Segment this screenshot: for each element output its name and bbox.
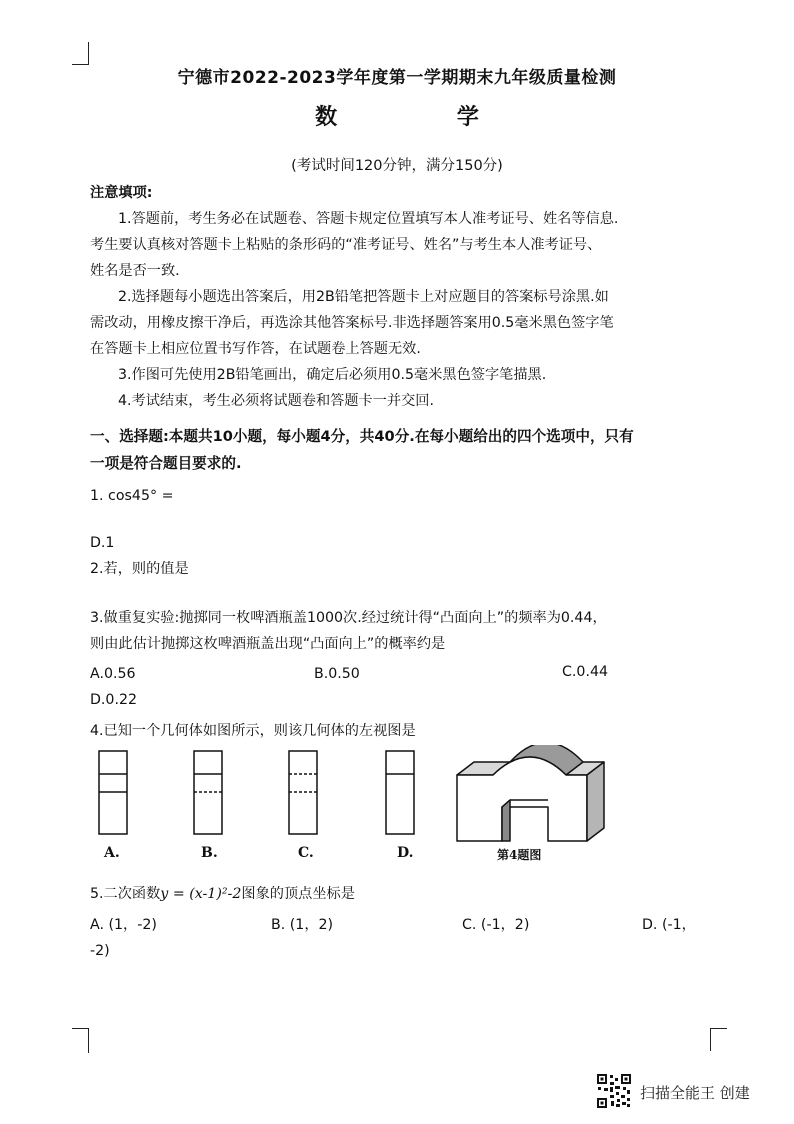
notice-line: 考生要认真核对答题卡上粘贴的条形码的“准考证号、姓名”与考生本人准考证号、 xyxy=(90,237,602,253)
question-5-option-a: A. (1，-2) xyxy=(90,917,157,933)
question-3-line: 则由此估计抛掷这枚啤酒瓶盖出现“凸面向上”的概率约是 xyxy=(90,636,446,652)
question-3-option-a: A.0.56 xyxy=(90,666,136,682)
question-5-option-d-wrap: -2) xyxy=(90,943,110,959)
question-4-label-b: B. xyxy=(201,845,218,861)
question-3-option-b: B.0.50 xyxy=(314,666,360,682)
corner-mark-bottom-left xyxy=(72,1028,89,1053)
notice-line: 在答题卡上相应位置书写作答，在试题卷上答题无效. xyxy=(90,341,421,357)
question-5-stem-prefix: 5.二次函数 xyxy=(90,886,161,902)
option-d-figure xyxy=(386,751,414,834)
notice-line: 需改动，用橡皮擦干净后，再选涂其他答案标号.非选择题答案用0.5毫米黑色签字笔 xyxy=(90,315,614,331)
question-5-stem xyxy=(90,881,355,907)
notice-line: 姓名是否一致. xyxy=(90,263,180,279)
exam-info: (考试时间120分钟，满分150分) xyxy=(291,158,503,174)
subject-title: 数 学 xyxy=(315,105,515,130)
question-4-label-c: C. xyxy=(298,845,314,861)
question-5-formula: y = (x-1)²-2 xyxy=(160,886,242,902)
notice-line: 2.选择题每小题选出答案后，用2B铅笔把答题卡上对应题目的答案标号涂黑.如 xyxy=(118,289,609,305)
exam-title: 宁德市2022-2023学年度第一学期期末九年级质量检测 xyxy=(177,68,617,88)
qr-code-icon xyxy=(596,1073,632,1109)
question-1-option-d: D.1 xyxy=(90,535,115,551)
section-heading-line: 一项是符合题目要求的. xyxy=(90,455,242,472)
notice-line: 1.答题前，考生务必在试题卷、答题卡规定位置填写本人准考证号、姓名等信息. xyxy=(118,211,619,227)
question-4-label-a: A. xyxy=(104,845,120,861)
question-3-line: 3.做重复实验:抛掷同一枚啤酒瓶盖1000次.经过统计得“凸面向上”的频率为0.44， xyxy=(90,610,607,626)
notice-line: 3.作图可先使用2B铅笔画出，确定后必须用0.5毫米黑色签字笔描黑. xyxy=(118,367,547,383)
scanner-watermark-text: 扫描全能王 创建 xyxy=(640,1084,750,1102)
option-c-figure xyxy=(289,751,317,834)
question-5-option-d: D. (-1， xyxy=(642,917,696,933)
corner-mark-bottom-right xyxy=(710,1028,727,1051)
question-4-solid-figure xyxy=(457,745,604,841)
question-5-option-b: B. (1，2) xyxy=(271,917,334,933)
question-3-option-d: D.0.22 xyxy=(90,692,138,708)
option-b-figure xyxy=(194,751,222,834)
notice-line: 4.考试结束，考生必须将试题卷和答题卡一并交回. xyxy=(118,393,434,409)
question-5-stem-suffix: 图象的顶点坐标是 xyxy=(241,886,355,902)
option-a-figure xyxy=(99,751,127,834)
question-1-stem: 1. cos45° = xyxy=(90,488,174,504)
question-2-stem: 2.若，则的值是 xyxy=(90,561,189,577)
question-3-option-c: C.0.44 xyxy=(562,664,609,680)
question-4-label-d: D. xyxy=(397,845,414,861)
corner-mark-top-left xyxy=(72,42,89,65)
question-5-option-c: C. (-1，2) xyxy=(462,917,530,933)
question-4-figure-caption: 第4题图 xyxy=(497,848,542,862)
section-heading-line: 一、选择题:本题共10小题，每小题4分，共40分.在每小题给出的四个选项中，只有 xyxy=(90,428,634,445)
notice-heading: 注意填项: xyxy=(90,185,153,201)
question-4-stem: 4.已知一个几何体如图所示，则该几何体的左视图是 xyxy=(90,723,416,739)
